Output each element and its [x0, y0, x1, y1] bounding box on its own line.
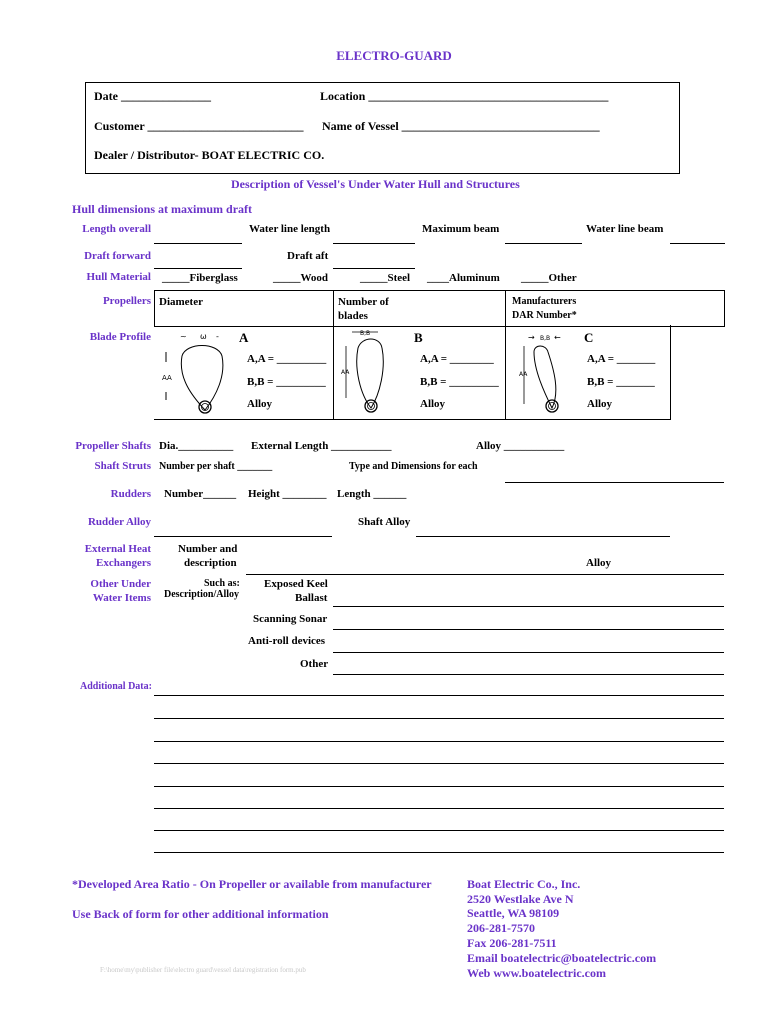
additional-data-line[interactable] — [154, 830, 724, 831]
shaft-external-length-field[interactable]: External Length ___________ — [251, 440, 392, 452]
svg-text:B,B: B,B — [360, 330, 371, 337]
exposed-keel-label-line2: Ballast — [295, 592, 328, 604]
material-other[interactable]: _____Other — [521, 272, 577, 284]
blade-c-bb-field[interactable]: B,B = _______ — [587, 376, 655, 388]
additional-data-line[interactable] — [154, 763, 724, 764]
blades-label-line2: blades — [338, 310, 368, 322]
heat-exchangers-label-line1: External Heat — [84, 543, 151, 555]
shaft-alloy-label: Shaft Alloy — [358, 516, 411, 528]
additional-data-line[interactable] — [154, 741, 724, 742]
rudders-number-field[interactable]: Number______ — [164, 488, 237, 500]
blade-a-aa-field[interactable]: A,A = _________ — [247, 353, 327, 365]
blade-profile-label: Blade Profile — [89, 331, 151, 343]
svg-text:AA: AA — [341, 369, 350, 376]
struts-type-blank[interactable] — [505, 482, 724, 483]
blade-c-diagram — [512, 330, 582, 418]
svg-text:AA: AA — [519, 371, 528, 378]
back-of-form-note: Use Back of form for other additional information — [72, 907, 329, 921]
additional-data-line[interactable] — [154, 695, 724, 696]
additional-data-line[interactable] — [154, 786, 724, 787]
length-overall-label: Length overall — [82, 223, 151, 235]
exposed-keel-label-line1: Exposed Keel — [264, 578, 328, 590]
water-line-length-label: Water line length — [249, 223, 331, 235]
blade-b-diagram — [338, 328, 408, 418]
blades-label-line1: Number of — [338, 296, 389, 308]
blade-b-bb-field[interactable]: B,B = _________ — [420, 376, 499, 388]
customer-field[interactable]: Customer __________________________ — [94, 119, 304, 133]
additional-data-line[interactable] — [154, 852, 724, 853]
exposed-keel-blank[interactable] — [333, 606, 724, 607]
location-field[interactable]: Location ________________________________________ — [320, 89, 609, 103]
water-line-beam-label: Water line beam — [586, 223, 664, 235]
blade-a-bb-field[interactable]: B,B = _________ — [247, 376, 326, 388]
draft-aft-blank[interactable] — [333, 268, 415, 269]
mfr-label-line1: Manufacturers — [512, 296, 577, 307]
length-overall-blank[interactable] — [154, 243, 242, 244]
hull-material-label: Hull Material — [86, 271, 151, 283]
maximum-beam-label: Maximum beam — [422, 223, 500, 235]
draft-forward-blank[interactable] — [154, 268, 242, 269]
other-items-label-line2: Water Items — [92, 592, 151, 604]
page-title: ELECTRO-GUARD — [336, 48, 452, 63]
water-line-length-blank[interactable] — [333, 243, 415, 244]
company-web[interactable]: Web www.boatelectric.com — [467, 966, 606, 980]
struts-type-label: Type and Dimensions for each — [349, 461, 478, 472]
water-line-beam-blank[interactable] — [670, 243, 725, 244]
propellers-table — [154, 290, 725, 327]
draft-forward-label: Draft forward — [84, 250, 151, 262]
scanning-sonar-label: Scanning Sonar — [253, 613, 328, 625]
material-aluminum[interactable]: ____Aluminum — [427, 272, 500, 284]
blade-a-letter: A — [239, 330, 249, 345]
heat-exchangers-alloy-label: Alloy — [586, 557, 612, 569]
dar-footnote: *Developed Area Ratio - On Propeller or available from manufacturer — [72, 877, 432, 891]
shaft-alloy-blank[interactable] — [416, 536, 670, 537]
blade-c-letter: C — [584, 330, 594, 345]
heat-exchangers-desc-line2: description — [184, 557, 237, 569]
blade-b-aa-field[interactable]: A,A = ________ — [420, 353, 494, 365]
maximum-beam-blank[interactable] — [505, 243, 582, 244]
material-fiberglass[interactable]: _____Fiberglass — [162, 272, 238, 284]
description-alloy-label: Description/Alloy — [164, 589, 239, 600]
propeller-shafts-label: Propeller Shafts — [75, 440, 151, 452]
shaft-alloy-field[interactable]: Alloy ___________ — [476, 440, 565, 452]
vessel-name-field[interactable]: Name of Vessel _________________________________ — [322, 119, 600, 133]
additional-data-label: Additional Data: — [80, 681, 152, 692]
blade-b-letter: B — [414, 330, 423, 345]
svg-text:←: ← — [554, 333, 561, 342]
company-phone: 206-281-7570 — [467, 921, 535, 935]
rudders-length-field[interactable]: Length ______ — [337, 488, 407, 500]
blade-c-aa-field[interactable]: A,A = _______ — [587, 353, 656, 365]
propellers-divider-3 — [670, 325, 671, 420]
draft-aft-label: Draft aft — [287, 250, 329, 262]
heat-exchangers-desc-line1: Number and — [178, 543, 238, 555]
company-fax: Fax 206-281-7511 — [467, 936, 557, 950]
blade-b-alloy-label: Alloy — [420, 398, 446, 410]
additional-data-line[interactable] — [154, 808, 724, 809]
blade-a-diagram — [158, 330, 238, 418]
propellers-divider-2 — [505, 290, 506, 420]
dealer-field: Dealer / Distributor- BOAT ELECTRIC CO. — [94, 148, 325, 162]
section-title: Description of Vessel's Under Water Hull and Structures — [231, 177, 520, 191]
other-label: Other — [300, 658, 329, 670]
svg-text:→: → — [528, 333, 535, 342]
rudders-height-field[interactable]: Height ________ — [248, 488, 327, 500]
svg-text:AA: AA — [162, 374, 172, 382]
rudders-label: Rudders — [110, 488, 151, 500]
material-steel[interactable]: _____Steel — [360, 272, 411, 284]
material-wood[interactable]: _____Wood — [273, 272, 329, 284]
file-path: F:\home\my\publisher file\electro guard\vessel data\registration form.pub — [100, 966, 306, 974]
company-address: 2520 Westlake Ave N — [467, 892, 574, 906]
svg-text:-: - — [216, 332, 219, 341]
company-name: Boat Electric Co., Inc. — [467, 877, 581, 891]
other-blank[interactable] — [333, 674, 724, 675]
heat-exchangers-blank[interactable] — [246, 574, 724, 575]
shaft-dia-field[interactable]: Dia.__________ — [159, 440, 234, 452]
company-city: Seattle, WA 98109 — [467, 906, 560, 920]
anti-roll-label: Anti-roll devices — [248, 635, 326, 647]
anti-roll-blank[interactable] — [333, 652, 724, 653]
other-items-label-line1: Other Under — [90, 578, 151, 590]
svg-text:B,B: B,B — [540, 335, 551, 342]
propellers-label: Propellers — [102, 295, 151, 307]
additional-data-line[interactable] — [154, 718, 724, 719]
scanning-sonar-blank[interactable] — [333, 629, 724, 630]
rudder-alloy-blank[interactable] — [154, 536, 332, 537]
shaft-struts-label: Shaft Struts — [94, 460, 151, 472]
rudder-alloy-label: Rudder Alloy — [87, 516, 151, 528]
blade-c-alloy-label: Alloy — [587, 398, 613, 410]
blade-profile-bottom-line — [154, 419, 670, 420]
hull-heading: Hull dimensions at maximum draft — [72, 202, 253, 216]
struts-number-field[interactable]: Number per shaft _______ — [159, 461, 273, 472]
mfr-label-line2: DAR Number* — [512, 310, 577, 321]
diameter-label: Diameter — [159, 296, 203, 308]
svg-text:ω: ω — [200, 332, 207, 341]
svg-text:~: ~ — [180, 332, 187, 341]
propellers-divider-1 — [333, 290, 334, 420]
blade-a-alloy-label: Alloy — [247, 398, 273, 410]
such-as-label: Such as: — [204, 578, 240, 589]
date-field[interactable]: Date _______________ — [94, 89, 211, 103]
heat-exchangers-label-line2: Exchangers — [96, 557, 151, 569]
company-email[interactable]: Email boatelectric@boatelectric.com — [467, 951, 657, 965]
